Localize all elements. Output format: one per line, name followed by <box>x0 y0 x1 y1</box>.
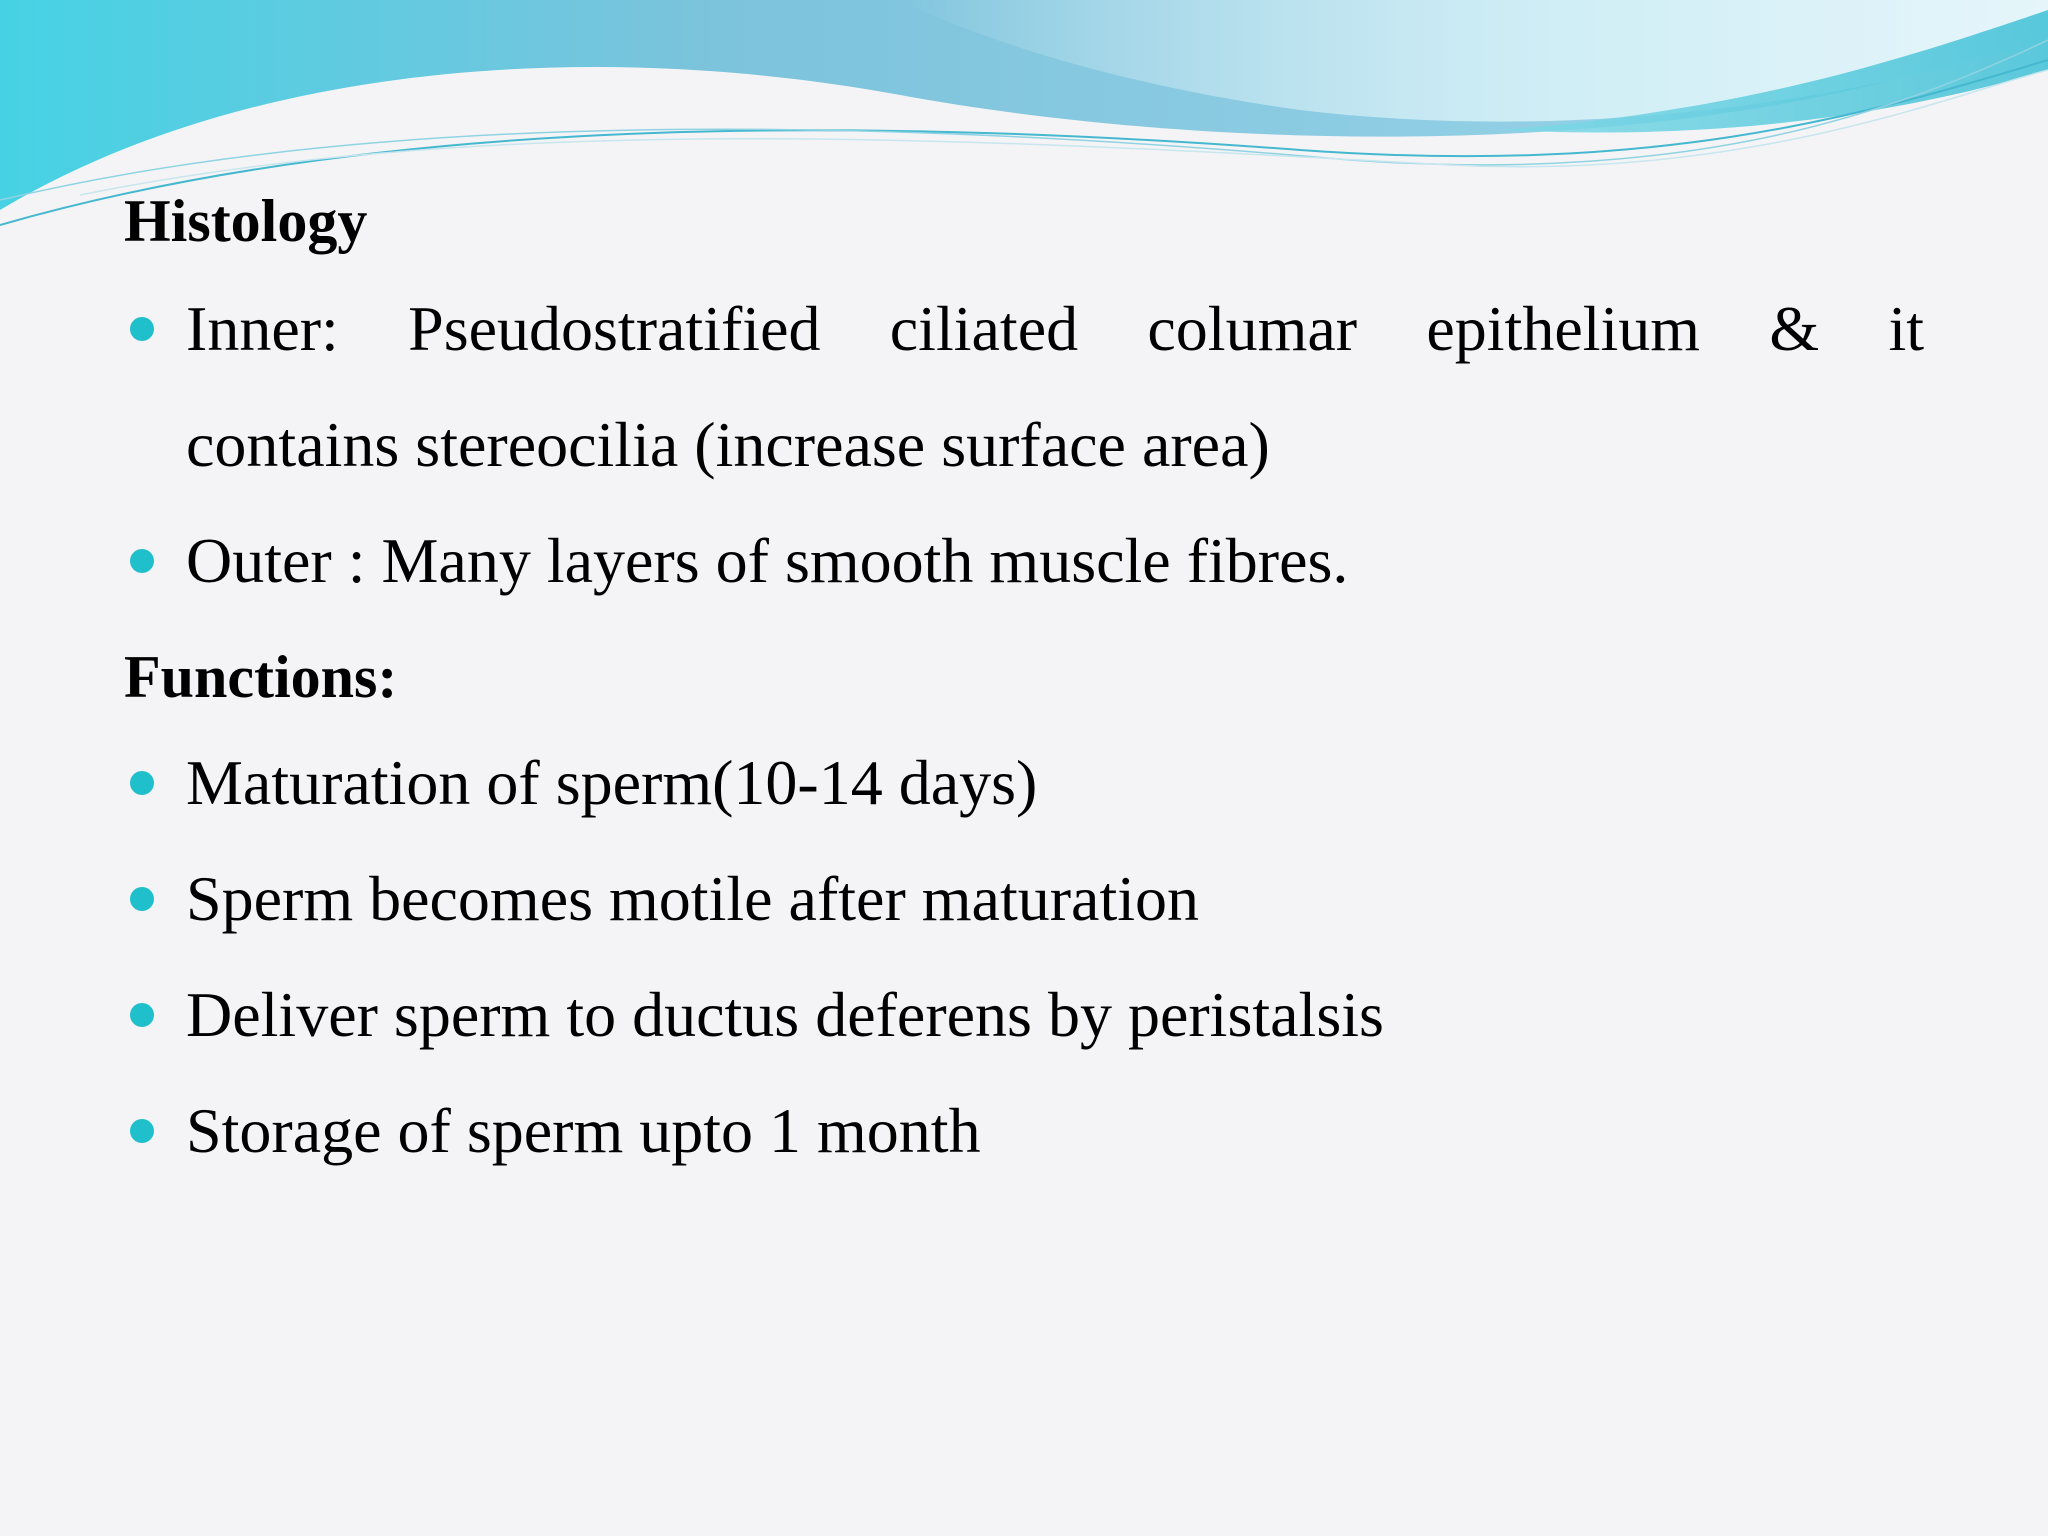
list-item-text-line1: Inner: Pseudostratified ciliated columar epithelium & it <box>186 293 1924 364</box>
list-item-text-line2: contains stereocilia (increase surface area) <box>186 409 1270 480</box>
functions-list <box>124 725 1924 1189</box>
bullet-dot-icon <box>130 549 154 573</box>
bullet-dot-icon <box>130 887 154 911</box>
bullet-dot-icon <box>130 317 154 341</box>
list-item-text: Maturation of sperm(10-14 days) <box>186 747 1038 818</box>
bullet-dot-icon <box>130 1003 154 1027</box>
list-item <box>124 503 1924 619</box>
list-item <box>124 725 1924 841</box>
bullet-dot-icon <box>130 771 154 795</box>
list-item-text: Sperm becomes motile after maturation <box>186 863 1199 934</box>
list-item <box>124 841 1924 957</box>
section-heading-histology: Histology <box>124 188 368 254</box>
list-item <box>124 271 1924 503</box>
list-item-text: Outer : Many layers of smooth muscle fibres. <box>186 525 1349 596</box>
list-item-text: Storage of sperm upto 1 month <box>186 1095 981 1166</box>
list-item <box>124 1073 1924 1189</box>
histology-list <box>124 271 1924 619</box>
list-item-text: Deliver sperm to ductus deferens by peristalsis <box>186 979 1384 1050</box>
section-heading-functions: Functions: <box>124 644 398 710</box>
bullet-dot-icon <box>130 1119 154 1143</box>
slide-content <box>124 185 1924 1189</box>
list-item <box>124 957 1924 1073</box>
